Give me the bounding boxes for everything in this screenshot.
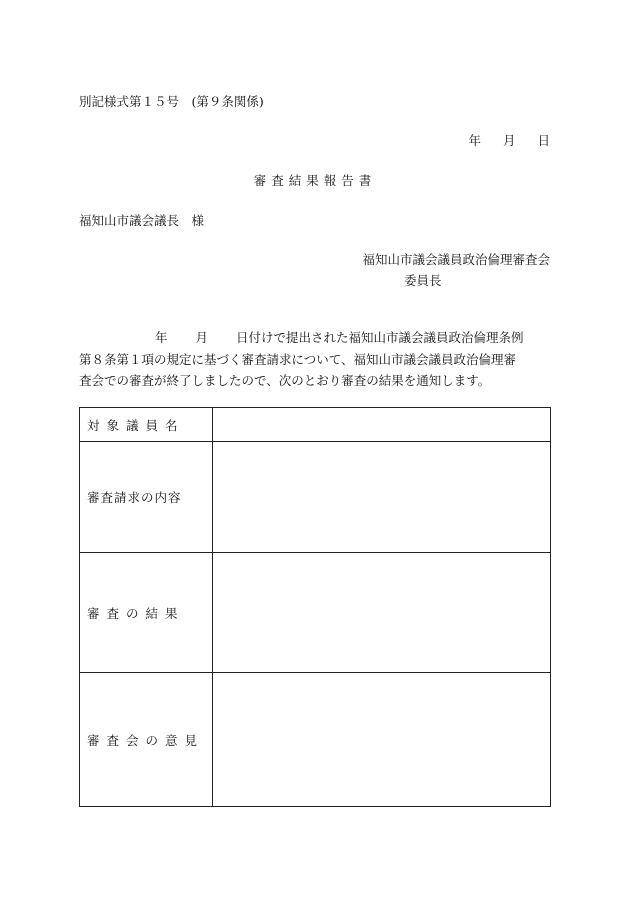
date-line [468,131,550,149]
addressee: 福知山市議会議長 様 [79,213,205,228]
body-paragraph [79,327,551,392]
sender-chair: 委員長 [404,273,442,288]
value-committee-opinion [213,673,551,807]
table-row-review-result [80,553,551,673]
body-line-2: 第８条第１項の規定に基づく審査請求について、福知山市議会議員政治倫理審 [79,351,517,367]
sender-committee: 福知山市議会議員政治倫理審査会 [362,252,550,267]
document-title: 審査結果報告書 [253,173,377,188]
value-target-member [213,408,551,442]
date-day: 日 [537,133,550,148]
table-row-target-member [80,408,551,442]
date-year: 年 [468,133,481,148]
label-request-content: 審査請求の内容 [80,442,213,553]
value-review-result [213,553,551,673]
label-committee-opinion: 審査会の意見 [80,673,213,807]
date-month: 月 [502,133,516,148]
body-line-3: 査会での審査が終了しましたので、次のとおり審査の結果を通知します。 [79,373,491,388]
value-request-content [213,442,551,553]
body-month: 月 [195,330,209,345]
form-number: 別記様式第１５号 (第９条関係) [79,94,264,109]
table-row-committee-opinion [80,673,551,807]
body-line-1-text: 日付けで提出された福知山市議会議員政治倫理条例 [236,330,524,345]
body-line-1 [79,327,551,349]
body-year: 年 [155,330,168,345]
table-row-request-content [80,442,551,553]
label-target-member: 対象議員名 [80,408,213,442]
label-review-result: 審査の結果 [80,553,213,673]
report-table [79,407,551,807]
